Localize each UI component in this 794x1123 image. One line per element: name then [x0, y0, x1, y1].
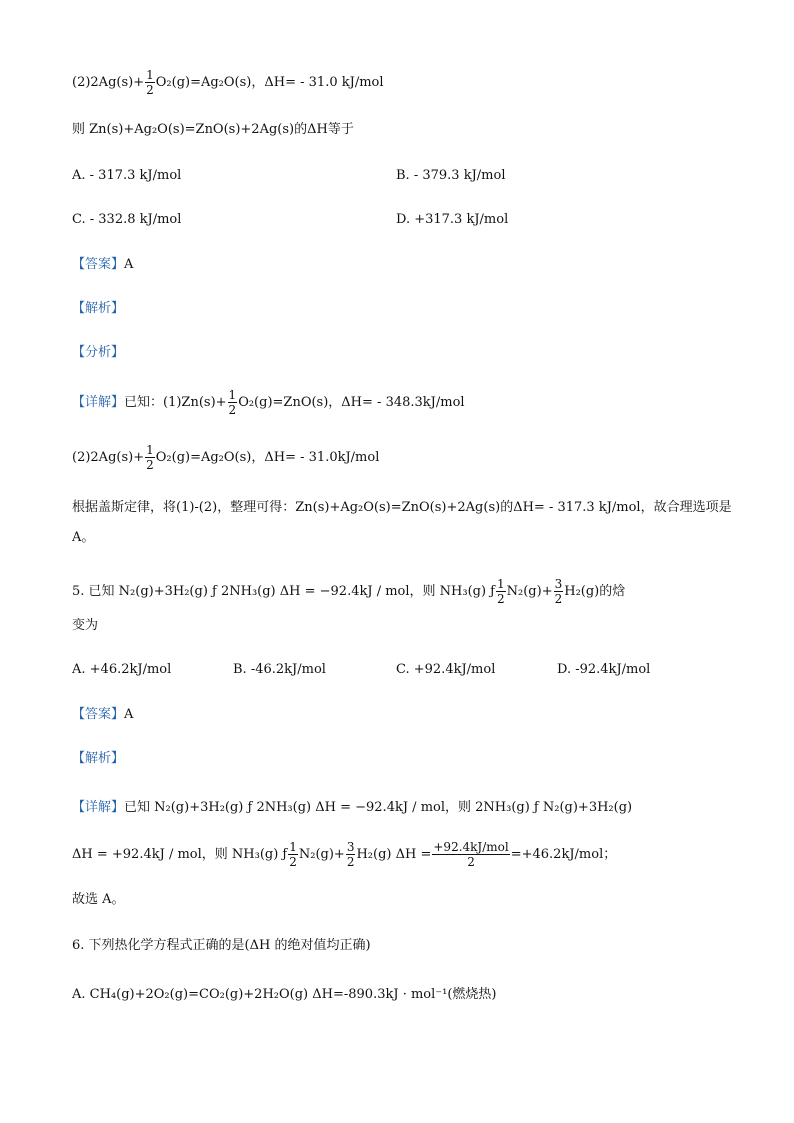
- q4-option-d: D. +317.3 kJ/mol: [396, 212, 509, 227]
- q4-analysis-tag: 【解析】: [72, 301, 125, 316]
- q4-question: 则 Zn(s)+Ag₂O(s)=ZnO(s)+2Ag(s)的ΔH等于: [72, 122, 354, 137]
- fraction: $\frac{1}{2}$: [289, 840, 297, 869]
- q4-option-b: B. - 379.3 kJ/mol: [396, 168, 506, 183]
- q4-option-a: A. - 317.3 kJ/mol: [72, 168, 182, 183]
- q5-answer: 【答案】A: [72, 707, 134, 722]
- q5-stem-line2: 变为: [72, 618, 99, 633]
- q4-answer: 【答案】A: [72, 257, 134, 272]
- q5-option-c: C. +92.4kJ/mol: [396, 662, 496, 677]
- q5-stem: 5. 已知 N₂(g)+3H₂(g) ƒ 2NH₃(g) ΔH = −92.4kJ / mol，则 NH₃(g) ƒ $\frac{1}{2}$ N₂(g)+ $\frac{3}{2}$ H₂(g)的焓: [72, 577, 626, 606]
- q5-option-a: A. +46.2kJ/mol: [72, 662, 172, 677]
- fraction: $\frac{3}{2}$: [554, 577, 563, 606]
- q4-option-c: C. - 332.8 kJ/mol: [72, 212, 182, 227]
- q4-detail-line2: (2)2Ag(s)+ $\frac{1}{2}$ O₂(g)=Ag₂O(s)，ΔH= - 31.0kJ/mol: [72, 443, 380, 472]
- fraction: $\frac{1}{2}$: [146, 68, 154, 97]
- fraction: $\frac{\text{+92.4kJ/mol}}{2}$: [433, 840, 509, 869]
- q5-option-d: D. -92.4kJ/mol: [557, 662, 651, 677]
- fraction: $\frac{3}{2}$: [346, 840, 355, 869]
- q5-analysis-tag: 【解析】: [72, 751, 125, 766]
- fraction: $\frac{1}{2}$: [146, 443, 154, 472]
- q4-fenxi-tag: 【分析】: [72, 345, 125, 360]
- q4-detail-line1: 【详解】已知：(1)Zn(s)+ $\frac{1}{2}$ O₂(g)=ZnO(s)，ΔH= - 348.3kJ/mol: [72, 388, 465, 417]
- q6-stem: 6. 下列热化学方程式正确的是(ΔH 的绝对值均正确): [72, 938, 371, 953]
- q6-option-a: A. CH₄(g)+2O₂(g)=CO₂(g)+2H₂O(g) ΔH=-890.3kJ · mol⁻¹(燃烧热): [72, 987, 497, 1002]
- fraction: $\frac{1}{2}$: [228, 388, 237, 417]
- q5-conclusion: 故选 A。: [72, 892, 125, 907]
- q5-detail-line1: 【详解】已知 N₂(g)+3H₂(g) ƒ 2NH₃(g) ΔH = −92.4kJ / mol，则 2NH₃(g) ƒ N₂(g)+3H₂(g): [72, 800, 633, 815]
- q5-option-b: B. -46.2kJ/mol: [233, 662, 326, 677]
- fraction: $\frac{1}{2}$: [497, 577, 505, 606]
- q4-detail-line3: 根据盖斯定律，将(1)-(2)，整理可得：Zn(s)+Ag₂O(s)=ZnO(s)+2Ag(s)的ΔH= - 317.3 kJ/mol，故合理选项是: [72, 500, 732, 515]
- q4-detail-line4: A。: [72, 530, 95, 545]
- q5-detail-line2: ΔH = +92.4kJ / mol，则 NH₃(g) ƒ $\frac{1}{2}$ N₂(g)+ $\frac{3}{2}$ H₂(g) ΔH = $\frac{\text{+92.4kJ/mol}}{2}$ =+46.2kJ/mol；: [72, 840, 617, 869]
- q4-eq2: (2)2Ag(s)+ $\frac{1}{2}$ O₂(g)=Ag₂O(s)，ΔH= - 31.0 kJ/mol: [72, 68, 384, 97]
